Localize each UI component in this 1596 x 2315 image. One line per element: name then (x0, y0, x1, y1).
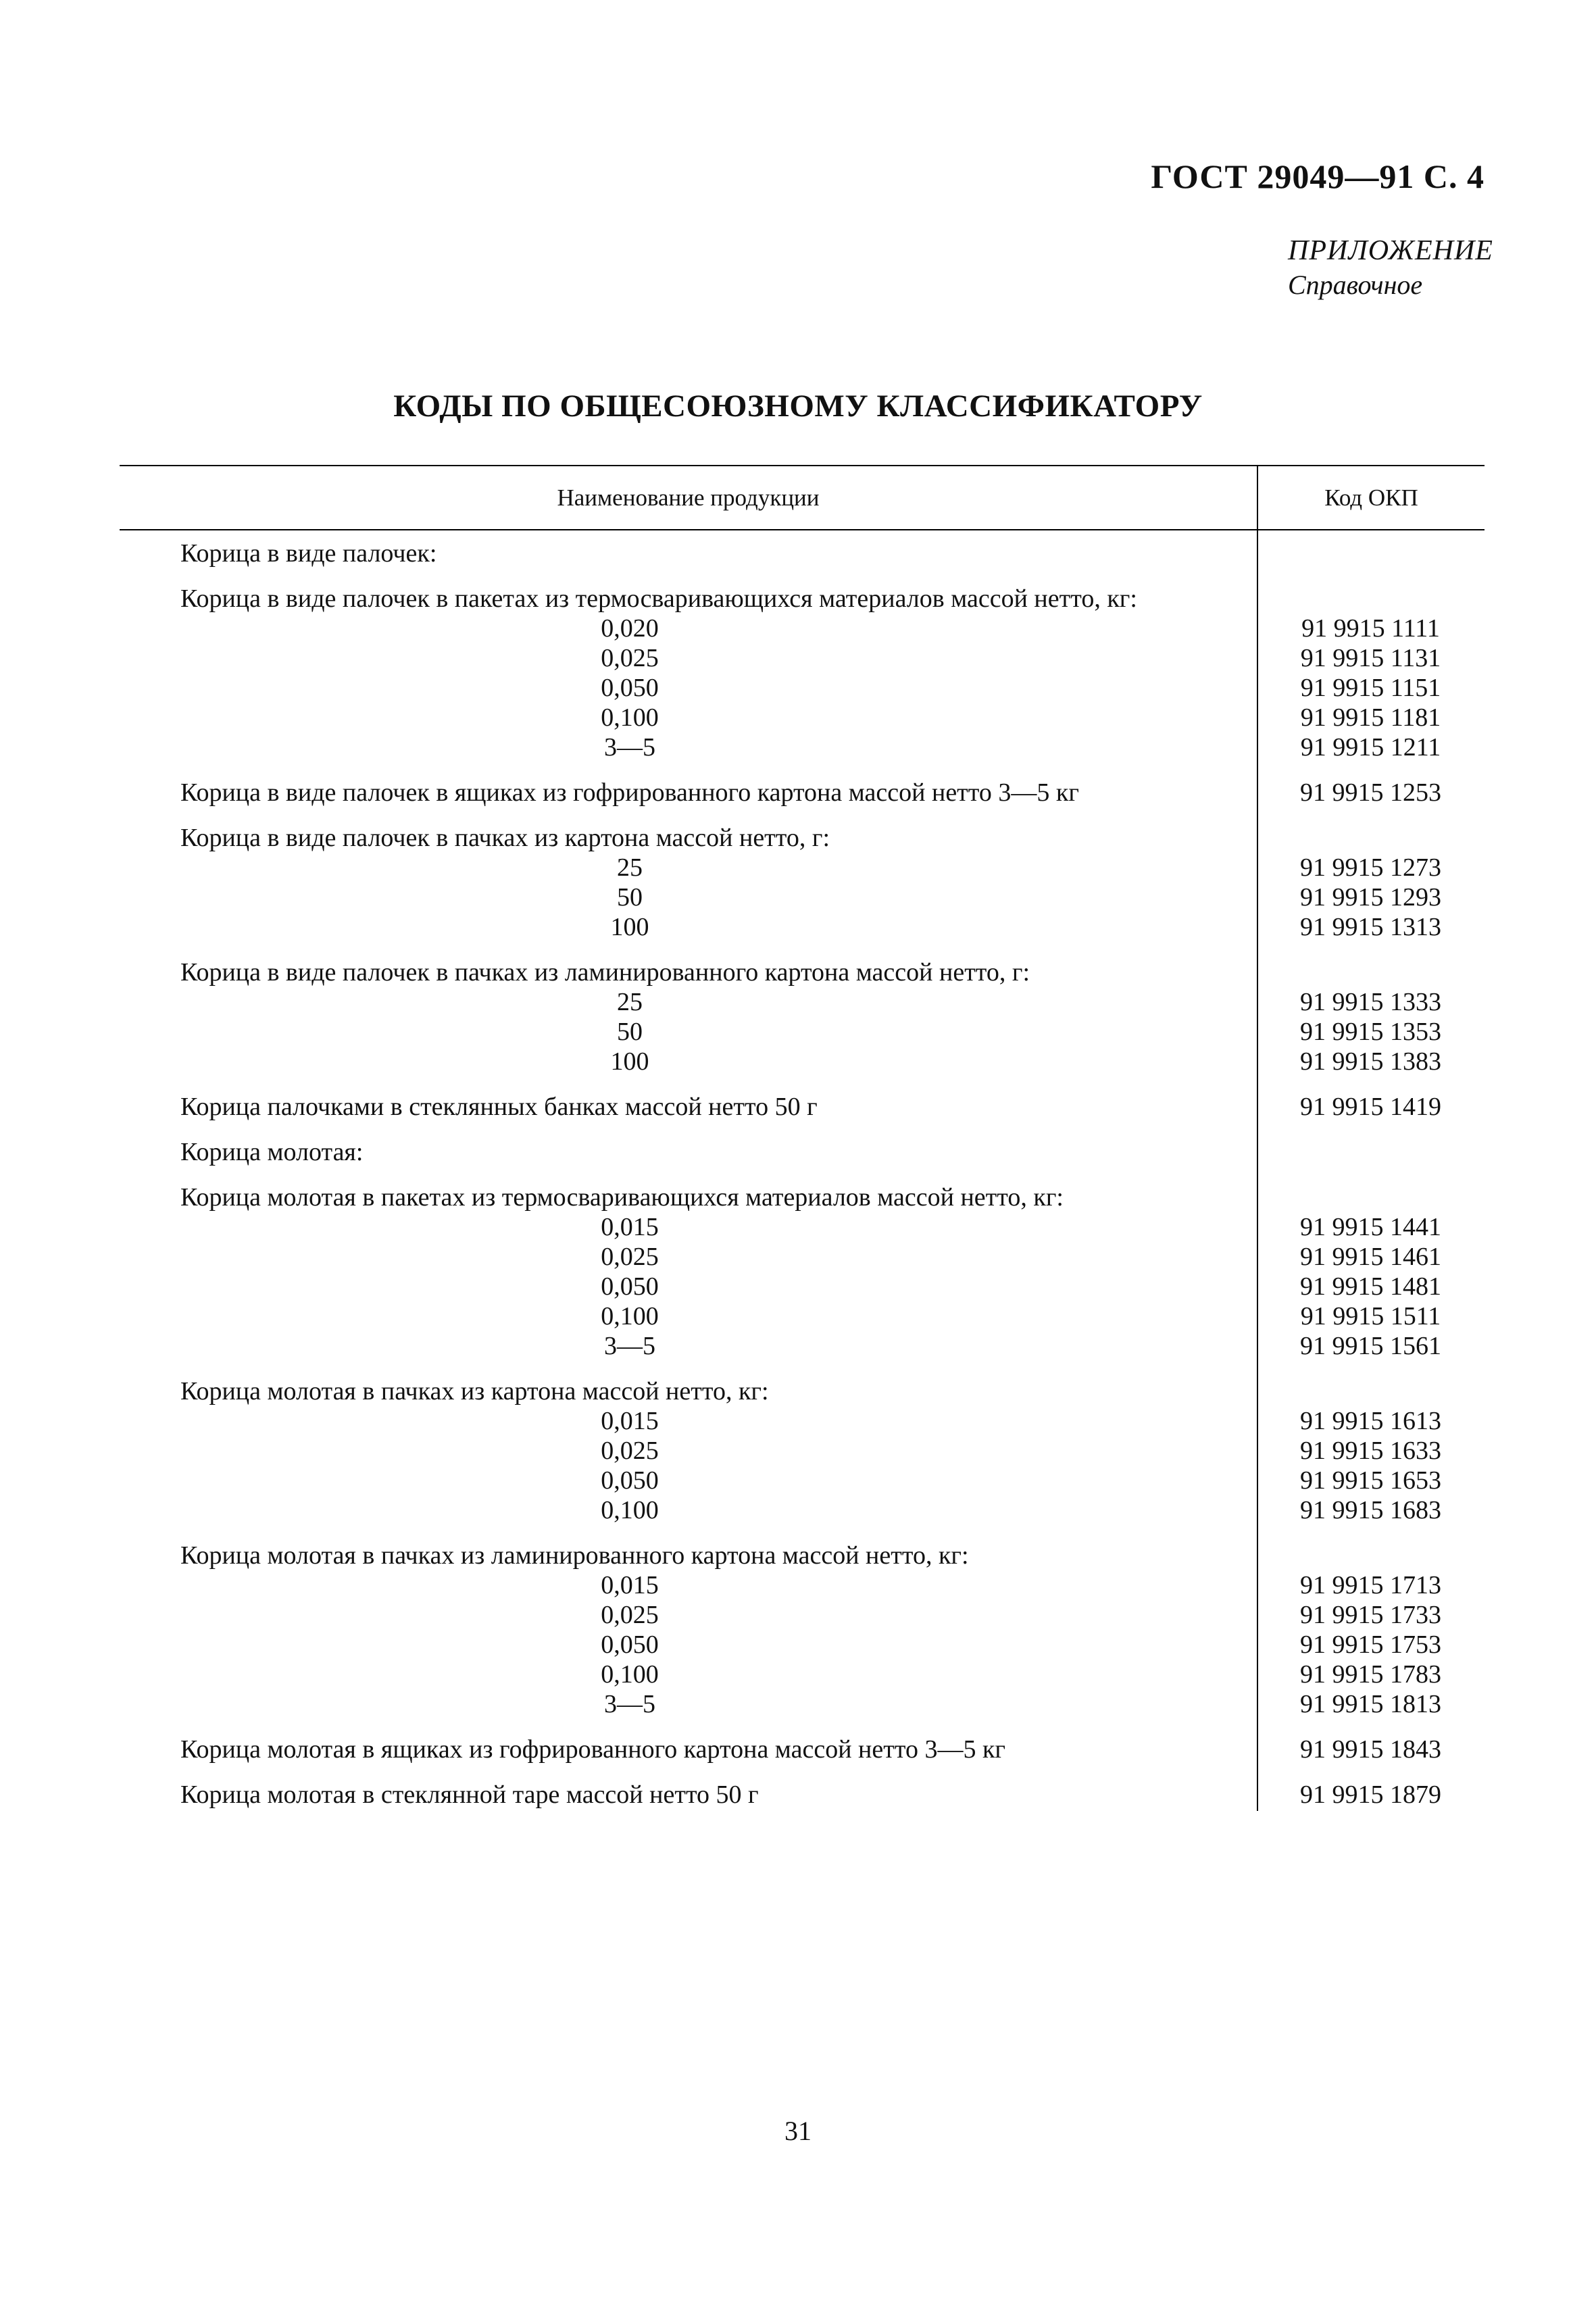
classifier-table (120, 465, 1485, 1825)
code-spacer (1257, 957, 1485, 987)
product-name: Корица в виде палочек в пачках из ламинированного картона массой нетто, г: (180, 958, 1030, 987)
okp-code: 91 9915 1683 (1300, 1496, 1441, 1524)
okp-code: 91 9915 1713 (1300, 1571, 1441, 1599)
okp-code: 91 9915 1461 (1300, 1243, 1441, 1271)
okp-code-cell (1257, 1735, 1485, 1764)
product-name: Корица молотая в стеклянной таре массой нетто 50 г (180, 1781, 759, 1809)
product-variant: 0,050 (601, 674, 659, 702)
okp-code: 91 9915 1419 (1300, 1093, 1441, 1121)
column-header-name: Наименование продукции (120, 466, 1258, 529)
okp-code-cell (1257, 1376, 1485, 1525)
okp-code-cell (1257, 1137, 1485, 1167)
product-variant: 100 (610, 913, 649, 941)
product-name: Корица в виде палочек в пакетах из термосваривающихся материалов массой нетто, кг: (180, 584, 1137, 613)
product-variant: 0,025 (601, 1437, 659, 1465)
okp-code: 91 9915 1151 (1300, 674, 1441, 702)
product-name: Корица в виде палочек в ящиках из гофрированного картона массой нетто 3—5 кг (180, 778, 1079, 807)
table-row-group (120, 1541, 1485, 1719)
table-body (120, 530, 1485, 1810)
okp-code-cell (1257, 823, 1485, 942)
table-row-group (120, 1183, 1485, 1361)
product-variant: 0,025 (601, 644, 659, 672)
product-variant: 3—5 (604, 1332, 655, 1360)
okp-code: 91 9915 1273 (1300, 853, 1441, 882)
table-row-group (120, 1735, 1485, 1764)
table-row-group (120, 1780, 1485, 1810)
table-row-group (120, 539, 1485, 568)
product-name: Корица палочками в стеклянных банках массой нетто 50 г (180, 1093, 818, 1121)
okp-code: 91 9915 1633 (1300, 1437, 1441, 1465)
okp-code: 91 9915 1181 (1300, 703, 1441, 732)
product-variant: 0,100 (601, 703, 659, 732)
code-spacer (1257, 584, 1485, 614)
okp-code: 91 9915 1253 (1300, 778, 1441, 807)
okp-code: 91 9915 1783 (1300, 1660, 1441, 1689)
product-name: Корица молотая в пачках из ламинированного картона массой нетто, кг: (180, 1541, 969, 1570)
okp-code: 91 9915 1383 (1300, 1047, 1441, 1076)
product-variant: 25 (617, 853, 643, 882)
product-variant: 0,015 (601, 1213, 659, 1241)
code-spacer (1257, 1541, 1485, 1570)
product-variant: 0,100 (601, 1302, 659, 1330)
column-header-code: Код ОКП (1324, 484, 1418, 511)
product-name-cell (120, 1137, 1257, 1167)
product-variant: 100 (610, 1047, 649, 1076)
product-name: Корица в виде палочек в пачках из картона массой нетто, г: (180, 824, 830, 852)
product-name: Корица молотая в ящиках из гофрированного картона массой нетто 3—5 кг (180, 1735, 1005, 1764)
table-row-group (120, 957, 1485, 1076)
okp-code: 91 9915 1613 (1300, 1407, 1441, 1435)
table-row-group (120, 1137, 1485, 1167)
table-row-group (120, 823, 1485, 942)
product-name-cell (120, 1541, 1257, 1719)
product-name-cell (120, 1183, 1257, 1361)
okp-code: 91 9915 1111 (1301, 614, 1440, 643)
product-name-cell (120, 539, 1257, 568)
appendix-subtitle: Справочное (1288, 270, 1423, 300)
product-name-cell (120, 1735, 1257, 1764)
product-name: Корица в виде палочек: (180, 539, 437, 568)
product-variant: 0,050 (601, 1631, 659, 1659)
table-title: КОДЫ ПО ОБЩЕСОЮЗНОМУ КЛАССИФИКАТОРУ (393, 389, 1203, 424)
table-row-group (120, 584, 1485, 762)
code-spacer (1257, 1137, 1485, 1167)
okp-code: 91 9915 1813 (1300, 1690, 1441, 1718)
product-name-cell (120, 1376, 1257, 1525)
okp-code-cell (1257, 584, 1485, 762)
okp-code: 91 9915 1753 (1300, 1631, 1441, 1659)
okp-code-cell (1257, 539, 1485, 568)
product-name-cell (120, 1092, 1257, 1122)
product-variant: 0,100 (601, 1660, 659, 1689)
okp-code: 91 9915 1843 (1300, 1735, 1441, 1764)
product-name-cell (120, 1780, 1257, 1810)
product-variant: 0,020 (601, 614, 659, 643)
okp-code: 91 9915 1293 (1300, 883, 1441, 912)
product-variant: 0,050 (601, 1272, 659, 1301)
code-spacer (1257, 823, 1485, 853)
table-header (120, 465, 1485, 530)
product-variant: 0,015 (601, 1571, 659, 1599)
product-variant: 0,025 (601, 1601, 659, 1629)
okp-code: 91 9915 1131 (1300, 644, 1441, 672)
okp-code: 91 9915 1653 (1300, 1466, 1441, 1495)
product-variant: 50 (617, 883, 643, 912)
product-variant: 25 (617, 988, 643, 1016)
appendix-title: ПРИЛОЖЕНИЕ (1288, 235, 1493, 266)
okp-code: 91 9915 1511 (1300, 1302, 1441, 1330)
okp-code: 91 9915 1481 (1300, 1272, 1441, 1301)
okp-code: 91 9915 1561 (1300, 1332, 1441, 1360)
okp-code: 91 9915 1441 (1300, 1213, 1441, 1241)
product-name-cell (120, 957, 1257, 1076)
okp-code: 91 9915 1879 (1300, 1781, 1441, 1809)
okp-code: 91 9915 1333 (1300, 988, 1441, 1016)
product-variant: 0,050 (601, 1466, 659, 1495)
product-variant: 0,100 (601, 1496, 659, 1524)
okp-code-cell (1257, 1541, 1485, 1719)
code-spacer (1257, 539, 1485, 568)
okp-code-cell (1257, 1780, 1485, 1810)
appendix-label (1288, 237, 1493, 299)
okp-code: 91 9915 1211 (1300, 733, 1441, 762)
okp-code-cell (1257, 1183, 1485, 1361)
product-variant: 3—5 (604, 1690, 655, 1718)
product-variant: 0,015 (601, 1407, 659, 1435)
okp-code-cell (1257, 957, 1485, 1076)
table-row-group (120, 778, 1485, 807)
product-name: Корица молотая в пакетах из термосваривающихся материалов массой нетто, кг: (180, 1183, 1064, 1212)
product-variant: 0,025 (601, 1243, 659, 1271)
okp-code: 91 9915 1733 (1300, 1601, 1441, 1629)
product-name: Корица молотая в пачках из картона массой нетто, кг: (180, 1377, 769, 1405)
document-header: ГОСТ 29049—91 С. 4 (1151, 157, 1485, 195)
product-variant: 3—5 (604, 733, 655, 762)
okp-code-cell (1257, 1092, 1485, 1122)
product-name: Корица молотая: (180, 1138, 364, 1166)
product-name-cell (120, 778, 1257, 807)
product-variant: 50 (617, 1018, 643, 1046)
code-spacer (1257, 1376, 1485, 1406)
table-row-group (120, 1376, 1485, 1525)
product-name-cell (120, 584, 1257, 762)
product-name-cell (120, 823, 1257, 942)
okp-code-cell (1257, 778, 1485, 807)
code-spacer (1257, 1183, 1485, 1212)
okp-code: 91 9915 1353 (1300, 1018, 1441, 1046)
table-row-group (120, 1092, 1485, 1122)
page-number: 31 (784, 2116, 812, 2146)
okp-code: 91 9915 1313 (1300, 913, 1441, 941)
